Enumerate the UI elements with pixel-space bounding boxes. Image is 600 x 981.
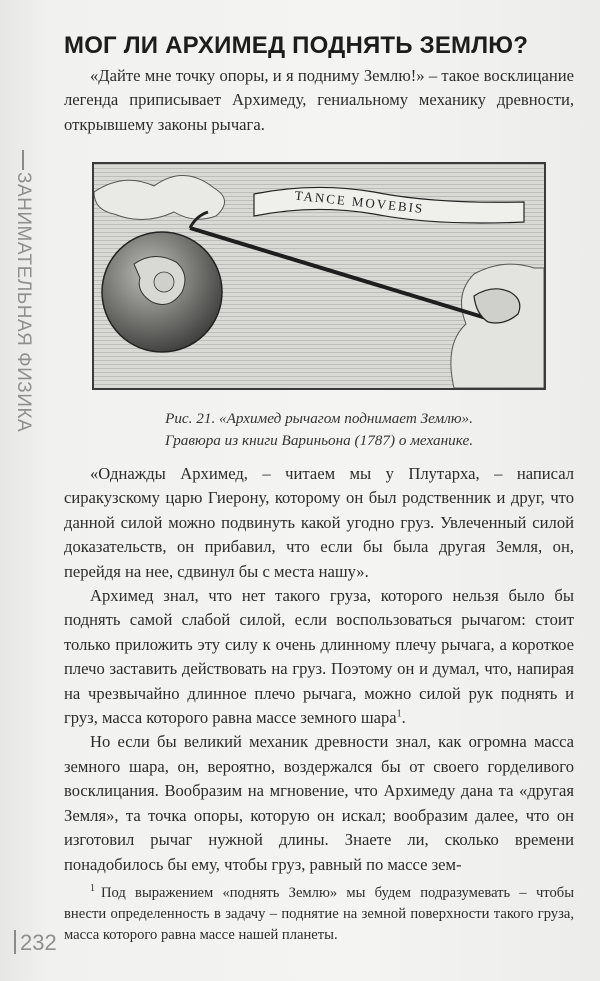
footnote-reference: 1 [396,708,402,720]
margin-rule [22,150,24,170]
running-title: ЗАНИМАТЕЛЬНАЯ ФИЗИКА [13,172,34,433]
caption-line-1: Рис. 21. «Архимед рычагом поднимает Землю». [165,410,473,427]
paragraph-lever-text: Архимед знал, что нет такого груза, которого нельзя было бы поднять самой слабой силой, если воспользоваться рычагом: стоит только приложить эту силу к очень длинному плечу рычага, а короткое плечо заставить действовать на груз. Поэтому он и думал, что, напирая на чрезвычайно длинное плечо рычага, можно силой рук поднять и груз, масса которого равна массе земного шара [64,586,574,728]
section-heading: МОГ ЛИ АРХИМЕД ПОДНЯТЬ ЗЕМЛЮ? [64,32,529,59]
footnote-text: Под выражением «поднять Землю» мы будем подразумевать – чтобы внести определенность в задачу – поднятие на земной поверхности такого груза, масса которого равна массе нашей планеты. [64,884,574,943]
page-margin [0,0,57,981]
page-number: 232 [20,930,57,955]
caption-line-2: Гравюра из книги Вариньона (1787) о механике. [164,432,473,449]
paragraph-earth-mass: Но если бы великий механик древности знал, как огромна масса земного шара, он, вероятно, воздержался бы от своего горделивого восклицания. Вообразим на мгновение, что Архимеду дана та «другая Земля», та точка опоры, которую он искал; вообразим далее, что он изготовил рычаг нужной длины. Знаете ли, сколько времени понадобилось бы ему, чтобы груз, равный по массе зем- [64,732,574,874]
intro-paragraph: «Дайте мне точку опоры, и я подниму Землю!» – такое восклицание легенда приписывает Архимеду, гениальному механику древности, открывшему законы рычага. [64,66,574,134]
banner-text: TANCE MOVEBIS [294,187,425,217]
body-text [64,462,574,877]
engraving-figure [92,162,546,390]
paragraph-lever-principle [64,584,574,730]
page-number-rule [14,930,16,954]
paragraph-plutarch-quote: «Однажды Архимед, – читаем мы у Плутарха, – написал сиракузскому царю Гиерону, которому он был родственник и друг, что данной силой можно подвинуть какой угодно груз. Увлеченный силой доказательств, он прибавил, что если бы была другая Земля, он, перейдя на нее, сдвинул бы с места нашу». [64,464,574,581]
page-content [64,30,574,943]
figure-caption [64,408,574,452]
paragraph-lever-tail: . [401,708,406,728]
archimedes-lever-engraving [94,164,544,388]
footnote [64,878,574,946]
footnote-number: 1 [90,883,95,894]
